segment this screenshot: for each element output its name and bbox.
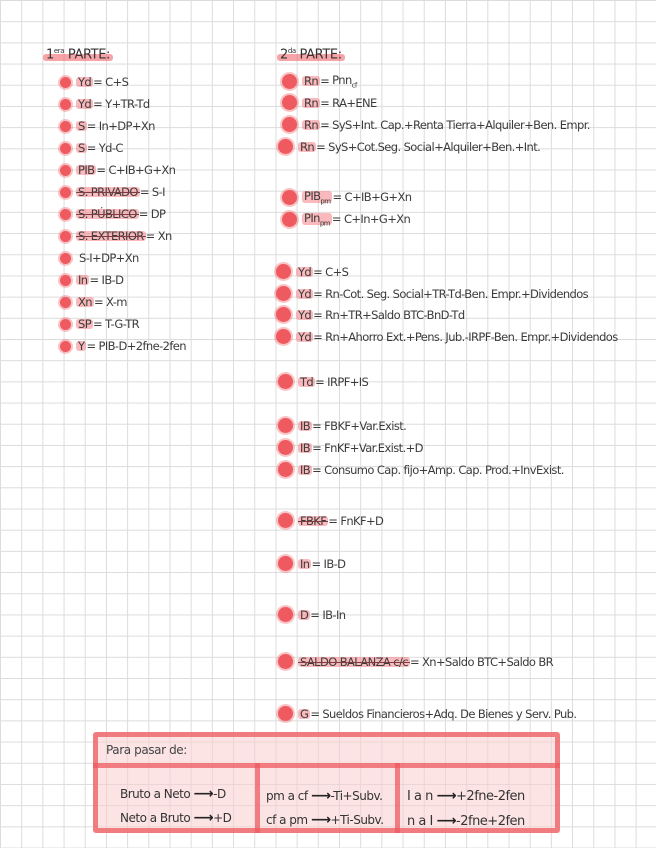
formula-expression: C+IB+G+Xn bbox=[344, 190, 412, 205]
parte2-item: D = IB-In bbox=[278, 607, 345, 622]
bullet-dot-icon bbox=[278, 374, 293, 389]
parte2-item: FBKF = FnKF+D bbox=[278, 513, 383, 528]
bullet-dot-icon bbox=[60, 99, 71, 110]
bullet-dot-icon bbox=[278, 706, 293, 721]
formula-label: Yd bbox=[298, 307, 312, 322]
parte1-heading-num: 1 bbox=[46, 47, 54, 63]
bullet-dot-icon bbox=[60, 297, 71, 308]
bullet-dot-icon bbox=[60, 77, 71, 88]
parte2-item: Yd = Rn+Ahorro Ext.+Pens. Jub.-IRPF-Ben. Empr.+Dividendos bbox=[276, 329, 618, 344]
table-cell-i-n: I a n ⟶+2fne-2fen n a I ⟶-2fne+2fen bbox=[407, 788, 525, 829]
formula-label: S. PÚBLICO bbox=[78, 207, 137, 221]
bullet-dot-icon bbox=[60, 341, 71, 352]
formula-expression: Rn+TR+Saldo BTC-BnD-Td bbox=[325, 307, 465, 322]
formula-expression: C+S bbox=[105, 75, 129, 89]
formula-label: IB bbox=[300, 418, 311, 433]
parte2-item: G = Sueldos Financieros+Adq. De Bienes y Serv. Pub. bbox=[278, 706, 576, 721]
formula-expression: PIB-D+2fne-2fen bbox=[98, 339, 186, 353]
parte2-item: Rn = RA+ENE bbox=[282, 95, 377, 110]
bullet-dot-icon bbox=[282, 95, 297, 110]
bullet-dot-icon bbox=[278, 418, 293, 433]
parte2-heading-sup: da bbox=[287, 47, 296, 55]
parte2-item: In = IB-D bbox=[278, 556, 345, 571]
bullet-dot-icon bbox=[60, 121, 71, 132]
formula-expression: X-m bbox=[106, 295, 127, 309]
table-divider bbox=[395, 763, 400, 833]
formula-label: SP bbox=[78, 317, 92, 331]
bullet-dot-icon bbox=[278, 139, 293, 154]
formula-label: S. EXTERIOR bbox=[78, 229, 144, 243]
table-title: Para pasar de: bbox=[106, 743, 187, 757]
formula-expression: IB-In bbox=[322, 607, 346, 622]
formula-expression: IB-D bbox=[101, 273, 124, 287]
bullet-dot-icon bbox=[278, 556, 293, 571]
formula-expression: Pnn$_{cf}$ bbox=[332, 73, 357, 90]
parte2-heading-num: 2 bbox=[280, 47, 288, 63]
formula-expression: RA+ENE bbox=[332, 95, 377, 110]
parte1-item: Yd = Y+TR-Td bbox=[60, 97, 150, 111]
parte2-heading-text: PARTE: bbox=[299, 47, 342, 63]
arrow-right-icon: ⟶ bbox=[310, 788, 331, 804]
parte2-item: SALDO BALANZA c/c = Xn+Saldo BTC+Saldo BR bbox=[278, 654, 553, 669]
formula-expression: C+In+G+Xn bbox=[343, 212, 411, 227]
formula-label: Yd bbox=[78, 97, 92, 111]
table-cell-pm-cf: pm a cf ⟶-Ti+Subv. cf a pm ⟶+Ti-Subv. bbox=[266, 788, 384, 828]
formula-expression: C+S bbox=[325, 264, 349, 279]
formula-label: IB bbox=[300, 440, 311, 455]
formula-label: In bbox=[300, 556, 310, 571]
parte1-item bbox=[60, 251, 139, 265]
bullet-dot-icon bbox=[282, 74, 297, 89]
parte2-item: Rn = Pnn$_{cf}$ bbox=[282, 73, 357, 89]
formula-label: $PIB_{pm}$ bbox=[304, 189, 331, 206]
formula-expression: S-I+DP+Xn bbox=[79, 251, 139, 265]
bullet-dot-icon bbox=[278, 607, 293, 622]
parte2-item: IB = FnKF+Var.Exist.+D bbox=[278, 440, 423, 455]
arrow-right-icon: ⟶ bbox=[193, 810, 214, 826]
formula-expression: Consumo Cap. fijo+Amp. Cap. Prod.+InvExist. bbox=[324, 462, 564, 477]
bullet-dot-icon bbox=[276, 264, 291, 279]
formula-label: Xn bbox=[78, 295, 92, 309]
formula-label: Yd bbox=[298, 329, 312, 344]
bullet-dot-icon bbox=[60, 165, 71, 176]
parte1-item: Yd = C+S bbox=[60, 75, 128, 89]
bullet-dot-icon bbox=[282, 212, 297, 227]
parte2-item: Rn = SyS+Int. Cap.+Renta Tierra+Alquiler+Ben. Empr. bbox=[282, 117, 590, 132]
formula-label: FBKF bbox=[300, 513, 327, 528]
parte2-item: IB = FBKF+Var.Exist. bbox=[278, 418, 406, 433]
bullet-dot-icon bbox=[278, 440, 293, 455]
formula-expression: C+IB+G+Xn bbox=[108, 163, 176, 177]
table-divider bbox=[93, 763, 560, 768]
formula-label: Yd bbox=[78, 75, 92, 89]
formula-expression: Y+TR-Td bbox=[105, 97, 150, 111]
arrow-right-icon: ⟶ bbox=[193, 786, 214, 802]
formula-expression: FBKF+Var.Exist. bbox=[324, 418, 407, 433]
parte2-item: Rn = SyS+Cot.Seg. Social+Alquiler+Ben.+Int. bbox=[278, 139, 540, 154]
bullet-dot-icon bbox=[276, 329, 291, 344]
formula-expression: SyS+Cot.Seg. Social+Alquiler+Ben.+Int. bbox=[328, 139, 541, 154]
parte2-item: PIn$_{pm}$ = C+In+G+Xn bbox=[282, 211, 410, 227]
formula-expression: Rn-Cot. Seg. Social+TR-Td-Ben. Empr.+Dividendos bbox=[325, 286, 589, 301]
arrow-right-icon: ⟶ bbox=[436, 788, 457, 804]
formula-expression: IB-D bbox=[323, 556, 346, 571]
parte1-item: Y = PIB-D+2fne-2fen bbox=[60, 339, 186, 353]
formula-label: Rn bbox=[304, 95, 319, 110]
formula-expression: In+DP+Xn bbox=[98, 119, 155, 133]
formula-expression: Xn+Saldo BTC+Saldo BR bbox=[422, 654, 554, 669]
formula-label: Rn bbox=[300, 139, 315, 154]
parte1-item: SP = T-G-TR bbox=[60, 317, 139, 331]
parte1-item: PIB = C+IB+G+Xn bbox=[60, 163, 175, 177]
formula-label: S bbox=[78, 119, 85, 133]
formula-label: In bbox=[78, 273, 88, 287]
parte2-item: Yd = C+S bbox=[276, 264, 348, 279]
formula-label: S. PRIVADO bbox=[78, 185, 138, 199]
parte2-item: $PIB_{pm}$ = C+IB+G+Xn bbox=[282, 189, 411, 205]
bullet-dot-icon bbox=[278, 513, 293, 528]
arrow-right-icon: ⟶ bbox=[310, 812, 331, 828]
formula-label: SALDO BALANZA c/c bbox=[300, 654, 408, 669]
parte1-item: In = IB-D bbox=[60, 273, 123, 287]
parte2-item: Td = IRPF+IS bbox=[278, 374, 368, 389]
parte1-item: S = Yd-C bbox=[60, 141, 123, 155]
bullet-dot-icon bbox=[278, 462, 293, 477]
formula-expression: Sueldos Financieros+Adq. De Bienes y Serv. Pub. bbox=[322, 706, 577, 721]
bullet-dot-icon bbox=[60, 231, 71, 242]
bullet-dot-icon bbox=[60, 253, 71, 264]
formula-expression: IRPF+IS bbox=[327, 374, 369, 389]
formula-label: Y bbox=[78, 339, 85, 353]
formula-expression: Rn+Ahorro Ext.+Pens. Jub.-IRPF-Ben. Empr.+Dividendos bbox=[325, 329, 618, 344]
parte1-item: Xn = X-m bbox=[60, 295, 127, 309]
parte2-item: Yd = Rn+TR+Saldo BTC-BnD-Td bbox=[276, 307, 465, 322]
bullet-dot-icon bbox=[60, 275, 71, 286]
formula-expression: FnKF+Var.Exist.+D bbox=[324, 440, 423, 455]
parte2-item: Yd = Rn-Cot. Seg. Social+TR-Td-Ben. Empr.+Dividendos bbox=[276, 286, 588, 301]
formula-label: D bbox=[300, 607, 309, 622]
formula-label: Td bbox=[300, 374, 314, 389]
bullet-dot-icon bbox=[282, 117, 297, 132]
parte1-item: S = In+DP+Xn bbox=[60, 119, 155, 133]
bullet-dot-icon bbox=[278, 654, 293, 669]
table-divider bbox=[255, 763, 260, 833]
formula-label: S bbox=[78, 141, 85, 155]
formula-label: G bbox=[300, 706, 309, 721]
bullet-dot-icon bbox=[276, 307, 291, 322]
parte1-item: S. PRIVADO = S-I bbox=[60, 185, 165, 199]
bullet-dot-icon bbox=[282, 190, 297, 205]
parte1-heading bbox=[46, 47, 110, 62]
bullet-dot-icon bbox=[60, 187, 71, 198]
formula-expression: S-I bbox=[151, 185, 165, 199]
formula-expression: Yd-C bbox=[98, 141, 123, 155]
arrow-right-icon: ⟶ bbox=[436, 813, 457, 829]
formula-expression: Xn bbox=[157, 229, 172, 243]
bullet-dot-icon bbox=[60, 143, 71, 154]
formula-expression: T-G-TR bbox=[105, 317, 140, 331]
parte2-heading bbox=[280, 47, 342, 62]
formula-expression: FnKF+D bbox=[340, 513, 384, 528]
parte1-item: S. PÚBLICO = DP bbox=[60, 207, 165, 221]
parte1-heading-text: PARTE: bbox=[67, 47, 111, 63]
formula-label: PIn$_{pm}$ bbox=[304, 211, 330, 228]
bullet-dot-icon bbox=[276, 286, 291, 301]
formula-label: IB bbox=[300, 462, 311, 477]
parte1-heading-sup: era bbox=[53, 47, 65, 55]
conversion-table bbox=[93, 732, 560, 833]
bullet-dot-icon bbox=[60, 319, 71, 330]
formula-label: Rn bbox=[304, 74, 319, 89]
parte2-item: IB = Consumo Cap. fijo+Amp. Cap. Prod.+InvExist. bbox=[278, 462, 564, 477]
formula-label: PIB bbox=[78, 163, 95, 177]
parte1-item: S. EXTERIOR = Xn bbox=[60, 229, 172, 243]
formula-label: Yd bbox=[298, 264, 312, 279]
formula-expression: SyS+Int. Cap.+Renta Tierra+Alquiler+Ben. Empr. bbox=[332, 117, 590, 132]
bullet-dot-icon bbox=[60, 209, 71, 220]
formula-expression: DP bbox=[150, 207, 166, 221]
formula-label: Yd bbox=[298, 286, 312, 301]
table-cell-bruto-neto: Bruto a Neto ⟶-D Neto a Bruto ⟶+D bbox=[120, 786, 232, 826]
formula-label: Rn bbox=[304, 117, 319, 132]
